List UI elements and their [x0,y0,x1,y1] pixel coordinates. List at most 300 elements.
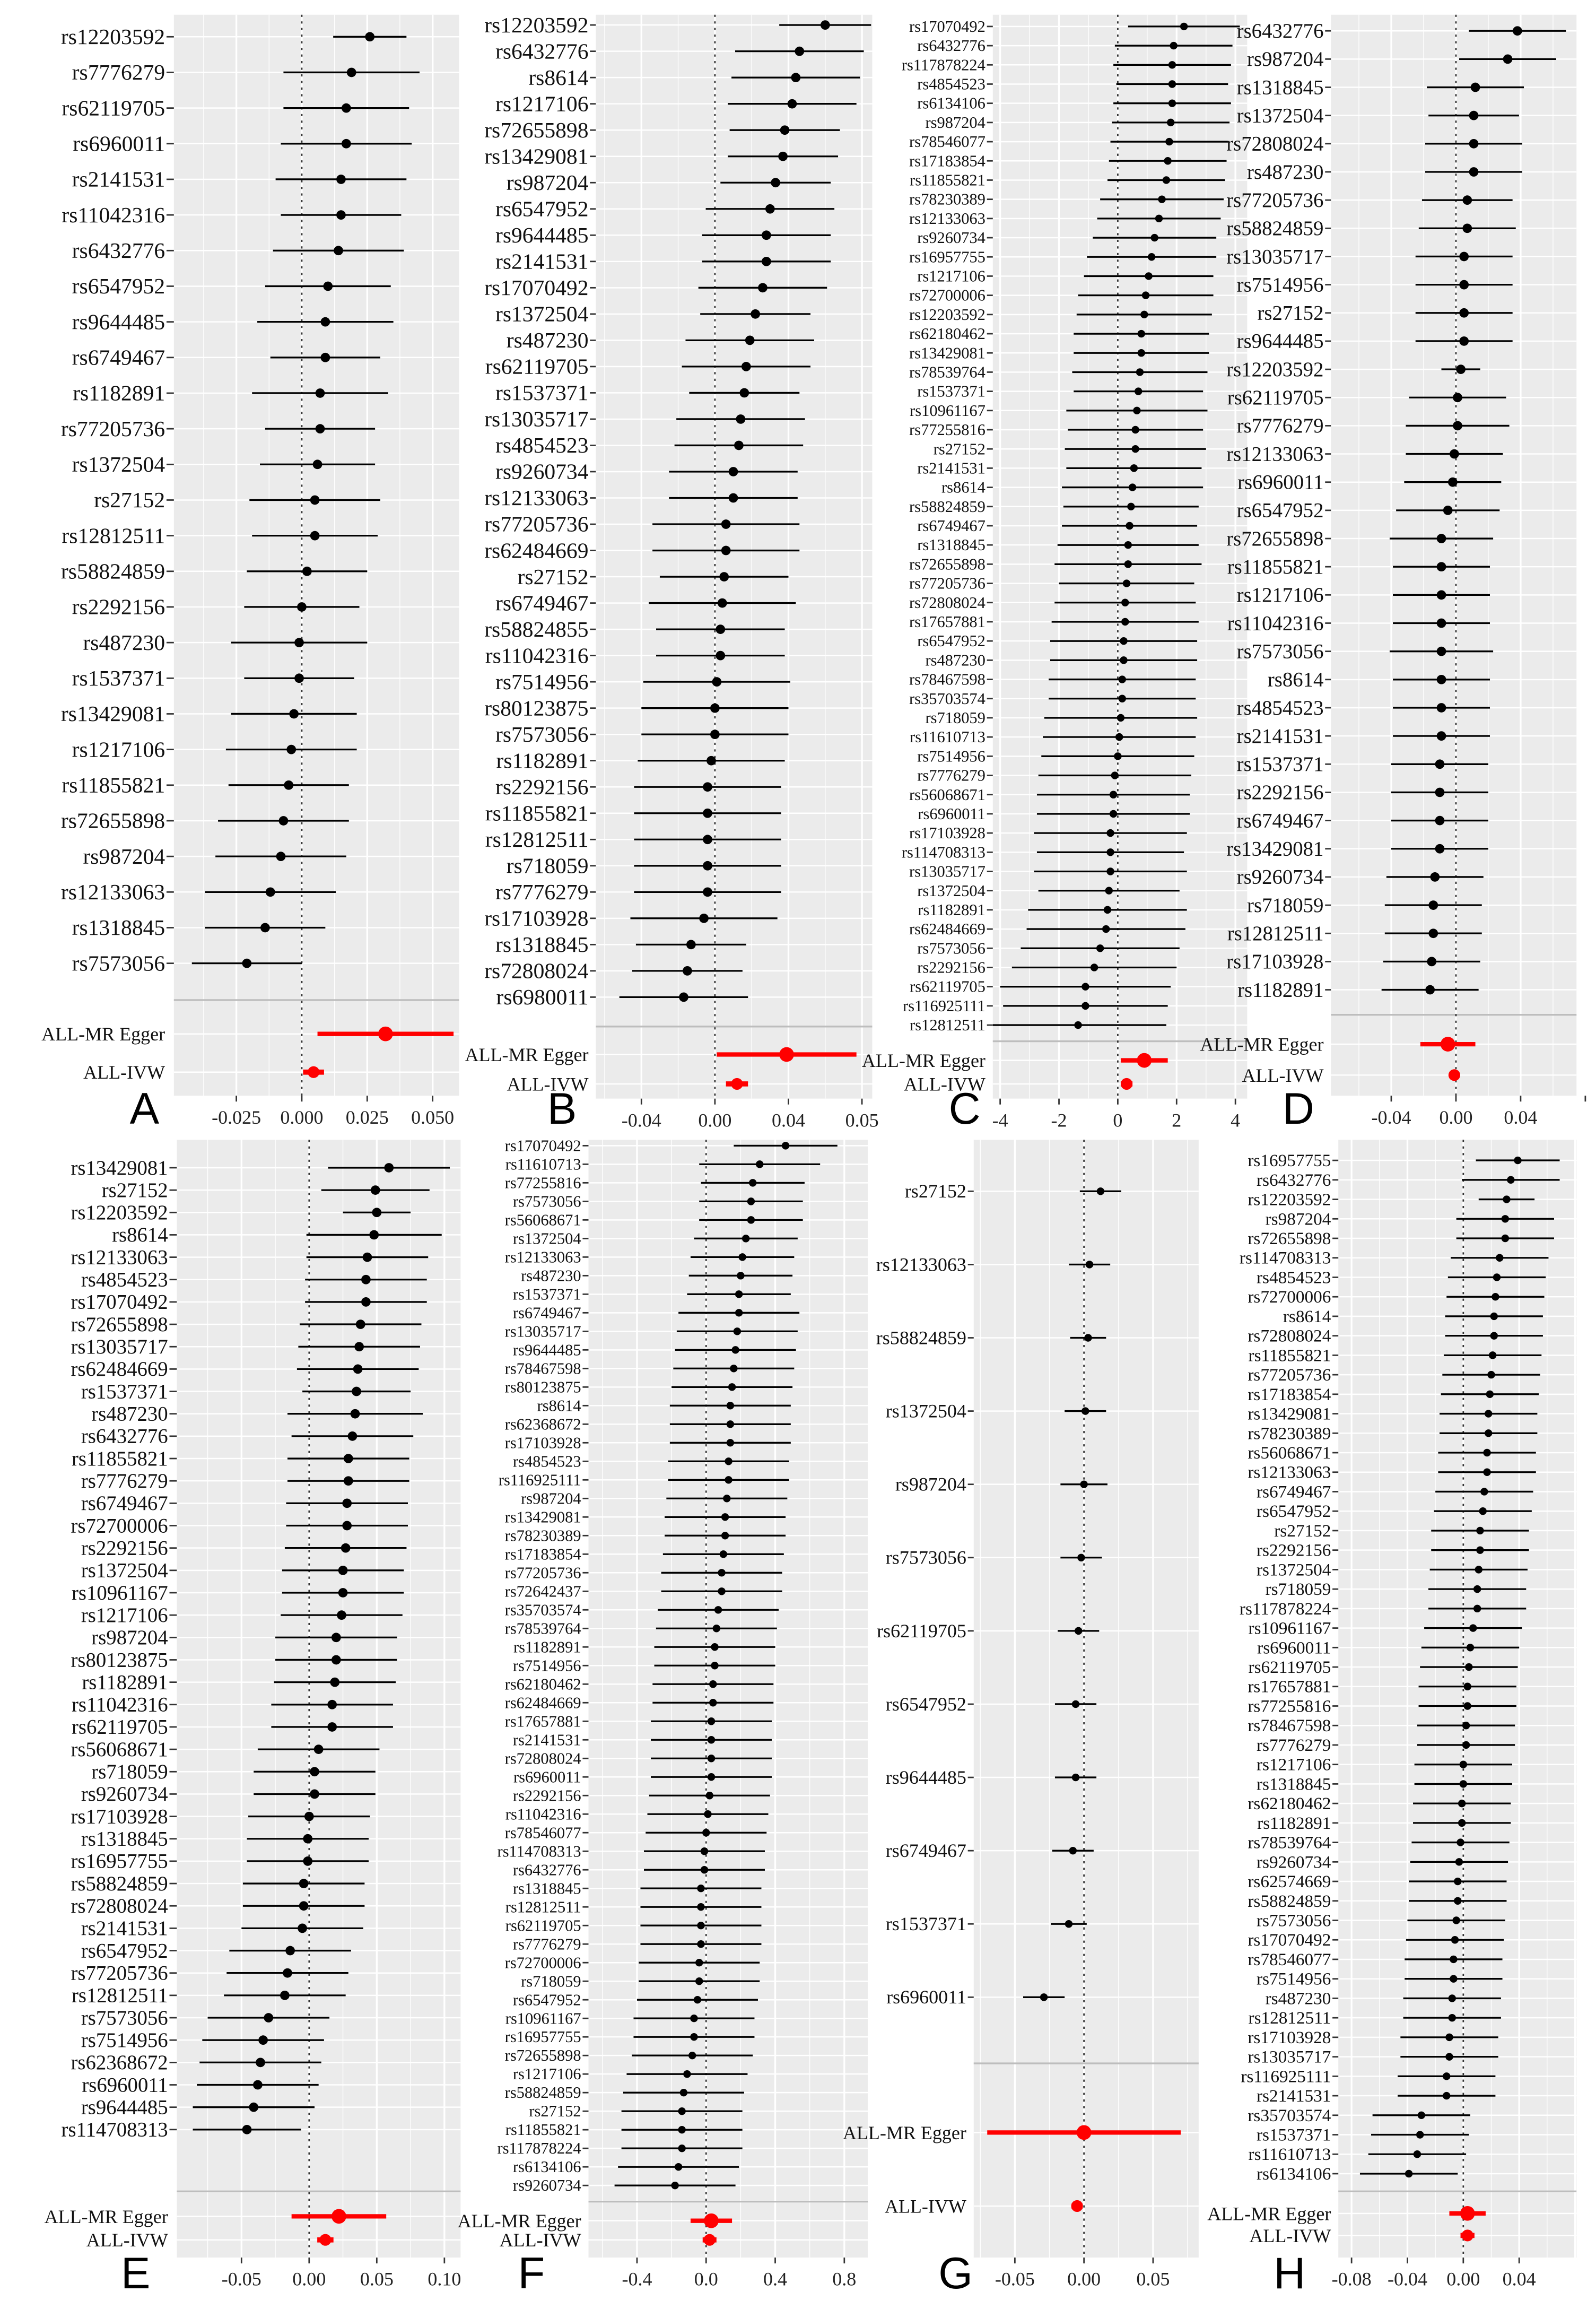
snp-label: rs987204 [1247,48,1324,71]
snp-point [713,1625,720,1632]
snp-label: rs78539764 [909,363,985,381]
snp-label: rs62368672 [504,1415,581,1434]
panel-background [974,1140,1199,2258]
summary-point [1441,1037,1455,1052]
snp-label: rs11042316 [71,1693,168,1716]
snp-label: rs9260734 [1236,865,1324,889]
snp-point [1459,336,1469,346]
snp-label: rs6749467 [1256,1482,1331,1502]
snp-point [718,1569,725,1576]
x-tick-label: 0.04 [1502,2268,1536,2290]
summary-label: ALL-IVW [1242,1064,1324,1086]
snp-point [1119,675,1126,683]
snp-label: rs9644485 [885,1766,966,1788]
snp-point [1437,675,1446,684]
snp-label: rs72655898 [484,117,589,142]
snp-label: rs7573056 [1256,1911,1331,1931]
snp-label: rs9260734 [512,2176,581,2195]
snp-point [729,493,738,503]
snp-label: rs2292156 [512,1786,581,1805]
snp-point [1163,176,1170,184]
snp-label: rs62119705 [71,1715,168,1739]
snp-label: rs72655898 [504,2046,581,2065]
snp-point [1453,393,1462,402]
snp-label: rs10961167 [71,1581,168,1604]
snp-point [1136,368,1144,376]
snp-point [1105,887,1113,894]
snp-label: rs6960011 [1257,1638,1331,1658]
panel-g [843,1140,1199,2298]
snp-point [284,780,293,790]
panel-e [45,1140,461,2298]
summary-point [704,2213,719,2228]
snp-label: rs487230 [506,328,589,353]
snp-label: rs17183854 [909,152,985,170]
snp-point [361,1297,371,1307]
summary-label: ALL-MR Egger [465,1044,589,1065]
panel-background [1338,1140,1576,2258]
snp-label: rs13429081 [484,144,589,169]
snp-label: rs2292156 [495,774,589,799]
snp-label: rs62119705 [1248,1657,1331,1678]
snp-label: rs12812511 [62,523,165,548]
snp-point [1075,1627,1082,1635]
snp-label: rs78467598 [504,1359,581,1378]
snp-label: rs6547952 [1236,499,1324,522]
snp-point [735,1309,743,1316]
snp-label: rs6960011 [886,1986,966,2008]
snp-point [1074,1021,1082,1029]
snp-label: rs78539764 [1248,1833,1331,1853]
snp-label: rs1318845 [1236,76,1324,99]
x-tick-label: -0.08 [1331,2268,1372,2290]
summary-label: ALL-IVW [884,2195,966,2217]
panel-letter: A [129,1083,160,1133]
snp-point [1121,599,1129,606]
snp-label: rs77205736 [1248,1365,1331,1385]
snp-point [1430,872,1440,882]
snp-point [711,1643,718,1651]
snp-point [372,1208,381,1217]
snp-label: rs1182891 [513,1638,581,1656]
snp-label: rs7514956 [1236,273,1324,297]
snp-point [747,1197,755,1205]
snp-label: rs56068671 [504,1211,581,1229]
snp-label: rs6547952 [512,1991,581,2009]
snp-label: rs16957755 [1248,1151,1331,1171]
snp-point [242,959,251,968]
snp-label: rs72808024 [484,958,589,983]
snp-point [1473,1585,1481,1593]
snp-point [1065,1920,1072,1928]
x-tick-label: -0.4 [622,2268,652,2290]
snp-point [276,852,286,861]
snp-point [1072,1700,1079,1708]
snp-label: rs77205736 [60,416,165,441]
snp-point [1483,1449,1490,1456]
snp-point [778,152,788,161]
x-tick-label: 0.00 [1067,2268,1101,2290]
snp-label: rs6749467 [917,517,985,535]
snp-label: rs6960011 [513,1768,581,1786]
snp-label: rs7776279 [81,1469,168,1492]
snp-point [721,1513,729,1521]
snp-point [1084,1334,1092,1341]
snp-point [704,1810,711,1818]
snp-point [1502,1215,1509,1222]
snp-point [1180,23,1188,30]
summary-point [704,2234,716,2246]
snp-point [242,2125,252,2134]
snp-label: rs114708313 [901,843,985,862]
snp-label: rs17183854 [504,1545,581,1564]
snp-label: rs1537371 [1256,2125,1331,2145]
snp-label: rs7514956 [81,2028,168,2052]
snp-point [1145,272,1152,280]
snp-point [709,1699,717,1706]
snp-label: rs1372504 [917,881,985,900]
summary-point [731,1078,743,1090]
snp-label: rs11610713 [505,1155,581,1174]
panel-c [862,15,1247,1133]
snp-point [352,1387,361,1396]
panel-b [465,13,878,1133]
snp-point [708,1755,715,1762]
snp-label: rs80123875 [484,696,589,721]
snp-label: rs9260734 [917,229,985,247]
snp-point [1115,733,1123,741]
snp-label: rs4854523 [1236,696,1324,719]
snp-label: rs12203592 [484,12,589,37]
x-tick-label: 4 [1231,1109,1241,1131]
snp-point [1119,695,1126,702]
snp-point [697,1940,704,1948]
snp-point [1127,503,1135,510]
snp-point [1450,449,1459,459]
snp-label: rs6432776 [1256,1170,1331,1190]
snp-point [718,1587,725,1595]
snp-point [1456,364,1466,374]
snp-label: rs16957755 [71,1850,168,1873]
snp-point [1106,848,1114,856]
snp-point [690,2033,697,2041]
x-tick-label: 0.00 [1446,2268,1480,2290]
snp-point [1427,957,1436,967]
x-tick-label: 0.04 [1504,1106,1538,1128]
snp-point [1480,1488,1488,1495]
snp-label: rs117878224 [901,56,985,74]
snp-label: rs72642437 [504,1582,581,1601]
snp-label: rs8614 [941,478,985,497]
snp-label: rs72655898 [71,1313,168,1336]
snp-label: rs7573056 [512,1192,581,1211]
snp-label: rs7514956 [1256,1969,1331,1989]
snp-point [758,283,768,292]
snp-point [1460,1760,1467,1768]
snp-label: rs2141531 [72,167,165,192]
snp-point [353,1365,363,1374]
snp-label: rs58824859 [1248,1891,1331,1911]
snp-point [721,1532,729,1539]
snp-label: rs987204 [521,1489,581,1508]
snp-label: rs13429081 [1248,1404,1331,1424]
summary-label: ALL-MR Egger [861,1050,985,1072]
snp-label: rs1182891 [1237,978,1324,1002]
snp-label: rs8614 [537,1396,581,1415]
x-tick-label: -0.05 [221,2268,261,2290]
snp-point [1483,1469,1490,1476]
snp-point [795,47,804,56]
summary-label: ALL-IVW [499,2229,581,2251]
snp-point [1437,534,1446,543]
snp-label: rs12812511 [71,1984,168,2007]
summary-label: ALL-MR Egger [1207,2203,1331,2225]
panel-d [1200,15,1585,1133]
snp-point [1459,252,1469,262]
snp-point [344,1454,353,1463]
snp-point [1168,99,1176,107]
snp-point [363,1253,372,1262]
x-tick-label: 0.05 [1136,2268,1170,2290]
snp-label: rs78467598 [1248,1716,1331,1736]
snp-label: rs12812511 [485,827,589,852]
snp-point [1471,83,1480,92]
snp-point [1475,1566,1482,1573]
snp-label: rs62119705 [877,1620,966,1642]
snp-label: rs7776279 [1236,414,1324,438]
x-tick-label: 2 [1172,1109,1182,1131]
snp-label: rs77255816 [504,1174,581,1192]
snp-label: rs77255816 [909,421,985,439]
summary-point [1077,2125,1092,2140]
snp-label: rs13429081 [504,1508,581,1526]
snp-point [791,73,800,82]
snp-label: rs718059 [1247,893,1324,917]
snp-label: rs1217106 [495,91,589,116]
snp-label: rs13429081 [909,344,985,362]
snp-label: rs58824859 [909,497,985,516]
snp-label: rs6960011 [1237,471,1324,494]
snp-label: rs62484669 [504,1694,581,1712]
snp-point [1428,928,1438,938]
snp-point [1096,944,1104,952]
snp-label: rs12812511 [505,1898,581,1916]
snp-point [788,99,797,109]
snp-point [736,414,746,424]
snp-point [1405,2170,1412,2177]
snp-label: rs2141531 [1236,724,1324,748]
snp-label: rs1217106 [1256,1755,1331,1775]
x-tick-label: 0.050 [411,1106,455,1128]
snp-point [1448,478,1458,487]
summary-label: ALL-MR Egger [1200,1034,1324,1055]
snp-point [334,246,343,255]
snp-point [1437,619,1446,628]
snp-label: rs6960011 [73,131,165,156]
snp-label: rs718059 [91,1760,168,1784]
snp-point [1082,983,1089,990]
snp-label: rs27152 [94,488,165,513]
snp-point [316,388,325,398]
snp-label: rs77205736 [1226,188,1324,212]
snp-point [679,993,688,1002]
snp-label: rs114708313 [61,2118,168,2141]
snp-point [1435,844,1445,854]
snp-point [1126,522,1133,529]
summary-point [779,1047,794,1062]
snp-label: rs58824859 [60,559,165,584]
snp-point [1457,1838,1464,1846]
snp-label: rs487230 [1247,160,1324,184]
snp-point [695,1959,703,1966]
snp-point [1493,1273,1501,1281]
snp-label: rs9644485 [495,223,589,248]
snp-label: rs4854523 [1256,1268,1331,1288]
snp-label: rs80123875 [71,1648,168,1672]
snp-point [735,1290,743,1298]
snp-point [1458,1819,1466,1827]
snp-label: rs7776279 [1256,1735,1331,1755]
snp-point [703,887,712,897]
snp-label: rs11855821 [505,2121,581,2139]
snp-label: rs1318845 [512,1879,581,1898]
snp-point [258,2035,268,2045]
snp-point [310,1790,319,1799]
snp-point [1129,483,1136,491]
snp-point [1091,963,1098,971]
snp-point [1469,167,1479,177]
snp-point [299,1901,309,1911]
snp-label: rs72808024 [1248,1326,1331,1346]
snp-label: rs7573056 [495,722,589,746]
snp-label: rs7776279 [72,60,165,85]
snp-point [260,923,270,933]
snp-point [727,1402,734,1409]
summary-label: ALL-MR Egger [457,2210,581,2232]
snp-point [731,1346,739,1353]
snp-label: rs114708313 [497,1842,581,1861]
snp-label: rs2292156 [81,1537,168,1560]
snp-label: rs17070492 [484,275,589,300]
snp-point [734,1327,741,1335]
snp-point [342,103,351,113]
snp-label: rs16957755 [909,248,985,266]
snp-label: rs77205736 [71,1961,168,1985]
snp-point [1443,2072,1450,2080]
summary-label: ALL-IVW [83,1062,165,1083]
snp-label: rs7573056 [81,2006,168,2029]
snp-label: rs13429081 [60,701,165,726]
snp-point [286,745,296,754]
snp-label: rs9644485 [81,2096,168,2119]
snp-point [708,1773,715,1781]
snp-label: rs1372504 [72,452,165,477]
snp-label: rs78467598 [909,670,985,689]
snp-point [351,1409,360,1419]
snp-point [1462,1722,1470,1729]
snp-point [1503,54,1513,64]
snp-point [1489,1351,1496,1359]
snp-label: rs1318845 [495,932,589,957]
snp-label: rs17103928 [484,906,589,931]
snp-label: rs1537371 [512,1285,581,1304]
snp-point [283,1968,292,1978]
snp-label: rs16957755 [504,2028,581,2046]
snp-point [1513,26,1522,36]
snp-label: rs6547952 [885,1693,966,1715]
snp-point [361,1275,371,1284]
snp-label: rs62119705 [1227,386,1324,410]
snp-point [303,1834,312,1844]
snp-label: rs2292156 [1256,1540,1331,1560]
snp-point [347,68,356,77]
snp-point [1170,42,1178,49]
x-tick-label: 0.00 [1439,1106,1473,1128]
snp-label: rs6547952 [81,1939,168,1963]
snp-label: rs7573056 [885,1547,966,1568]
snp-point [730,1365,737,1372]
snp-label: rs72808024 [1226,132,1324,155]
snp-label: rs6134106 [1256,2164,1331,2184]
snp-label: rs6432776 [81,1425,168,1448]
x-tick-label: 0.0 [694,2268,718,2290]
snp-point [1158,195,1165,203]
snp-point [1435,759,1445,769]
snp-point [1462,1741,1470,1749]
snp-label: rs17070492 [71,1290,168,1314]
snp-point [1487,1371,1495,1378]
snp-label: rs116925111 [498,1471,581,1489]
snp-point [1449,2014,1456,2021]
panel-letter: H [1274,2249,1306,2298]
snp-point [701,1866,708,1873]
snp-point [1123,579,1130,587]
snp-point [680,2089,687,2096]
snp-label: rs78546077 [909,133,985,151]
snp-point [342,1521,352,1531]
snp-point [1485,1429,1492,1437]
snp-label: rs77255816 [1248,1696,1331,1716]
snp-point [332,1655,341,1665]
snp-point [727,1420,734,1428]
snp-label: rs11855821 [62,772,165,797]
snp-label: rs17657881 [504,1712,581,1731]
snp-point [703,809,712,818]
snp-point [1097,1187,1104,1195]
snp-label: rs1537371 [81,1380,168,1403]
snp-label: rs7514956 [512,1656,581,1675]
snp-label: rs27152 [904,1180,966,1202]
snp-point [310,531,320,541]
snp-label: rs13035717 [504,1322,581,1341]
x-tick-label: -0.05 [995,2268,1035,2290]
snp-point [1453,421,1462,431]
snp-label: rs7776279 [917,766,985,785]
snp-point [702,1829,710,1836]
snp-label: rs13429081 [1226,837,1324,861]
snp-point [739,388,749,398]
snp-label: rs72655898 [1248,1228,1331,1248]
snp-point [342,1498,352,1508]
snp-point [1082,1407,1089,1414]
snp-label: rs17070492 [504,1136,581,1155]
snp-point [320,317,330,327]
snp-point [1120,637,1127,645]
snp-label: rs12203592 [1248,1190,1331,1210]
snp-label: rs62180462 [504,1675,581,1694]
snp-point [719,572,729,581]
panel-letter: E [121,2249,151,2298]
